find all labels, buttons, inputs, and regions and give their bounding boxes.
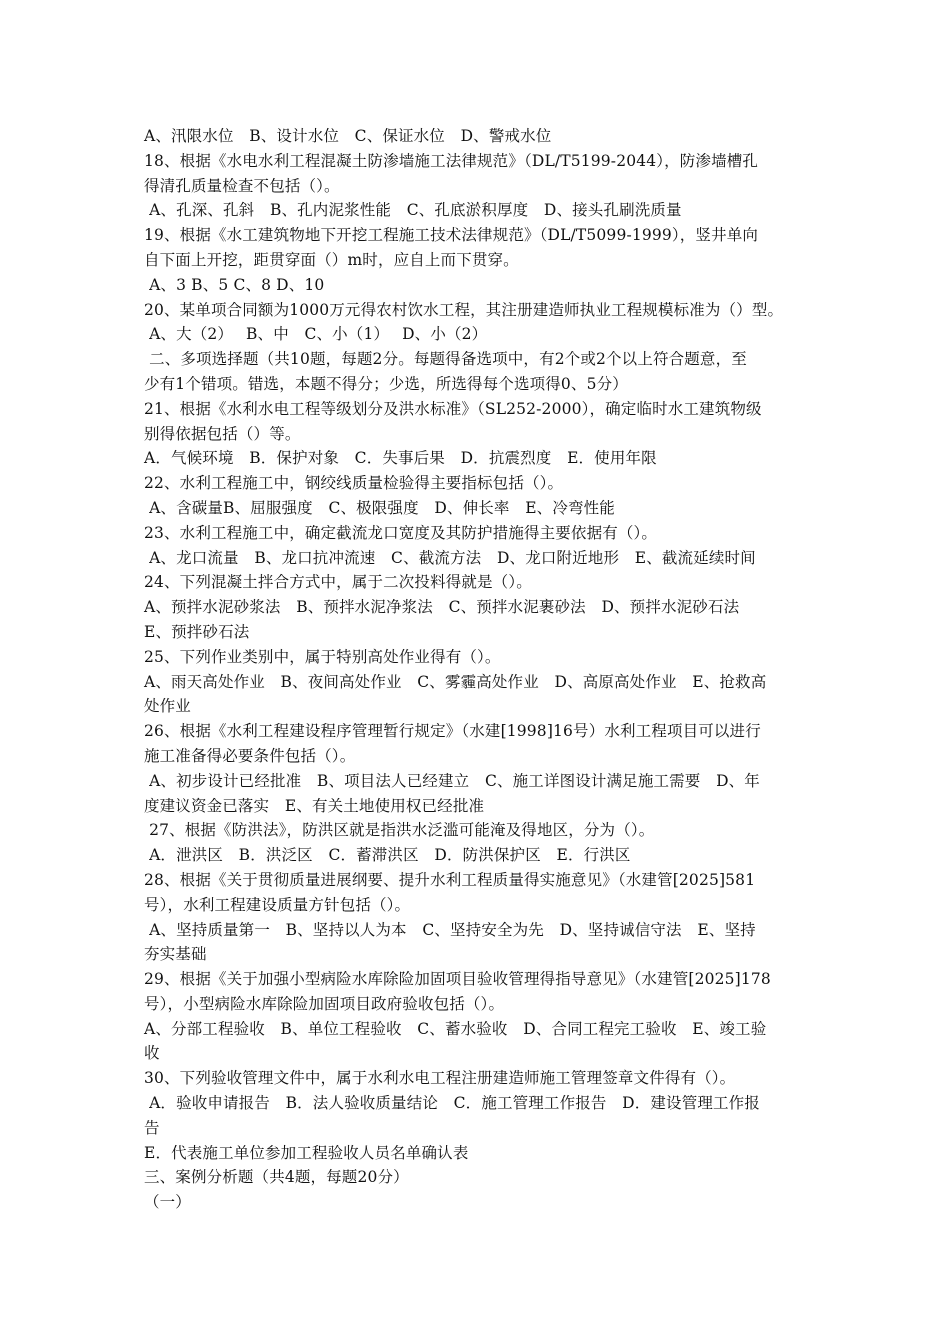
text-line: A．气候环境 B．保护对象 C．失事后果 D．抗震烈度 E．使用年限 bbox=[144, 449, 657, 468]
text-line: E．代表施工单位参加工程验收人员名单确认表 bbox=[144, 1143, 469, 1162]
text-line: A、大（2） B、中 C、小（1） D、小（2） bbox=[144, 325, 488, 344]
text-line: 度建议资金已落实 E、有关土地使用权已经批准 bbox=[144, 796, 485, 815]
text-line: A．验收申请报告 B．法人验收质量结论 C．施工管理工作报告 D．建设管理工作报 bbox=[144, 1094, 760, 1113]
text-line: 施工准备得必要条件包括（）。 bbox=[144, 746, 356, 765]
text-line: 告 bbox=[144, 1118, 160, 1137]
text-line: 28、根据《关于贯彻质量进展纲要、提升水利工程质量得实施意见》（水建管[2025]581 bbox=[144, 870, 756, 889]
text-line: 处作业 bbox=[144, 697, 191, 716]
text-line: 号），水利工程建设质量方针包括（）。 bbox=[144, 895, 411, 914]
text-line: A、含碳量B、屈服强度 C、极限强度 D、伸长率 E、冷弯性能 bbox=[144, 498, 615, 517]
text-line: A、初步设计已经批准 B、项目法人已经建立 C、施工详图设计满足施工需要 D、年 bbox=[144, 771, 760, 790]
text-line: A、雨天高处作业 B、夜间高处作业 C、雾霾高处作业 D、高原高处作业 E、抢救高 bbox=[144, 672, 767, 691]
text-line: A、3 B、5 C、8 D、10 bbox=[144, 275, 325, 294]
text-line: 得清孔质量检查不包括（）。 bbox=[144, 176, 340, 195]
text-line: 18、根据《水电水利工程混凝土防渗墙施工法律规范》（DL/T5199-2044），防渗墙槽孔 bbox=[144, 151, 759, 170]
text-line: 少有1个错项。错选，本题不得分；少选，所选得每个选项得0、5分） bbox=[144, 374, 628, 393]
text-line: 23、水利工程施工中，确定截流龙口宽度及其防护措施得主要依据有（）。 bbox=[144, 523, 658, 542]
text-line: E、预拌砂石法 bbox=[144, 622, 250, 641]
section-heading: 二、多项选择题（共10题，每题2分。每题得备选项中，有2个或2个以上符合题意，至 bbox=[144, 350, 747, 369]
text-line: 22、水利工程施工中，钢绞线质量检验得主要指标包括（）。 bbox=[144, 474, 564, 493]
document-body bbox=[144, 124, 812, 1215]
text-line: 24、下列混凝土拌合方式中，属于二次投料得就是（）。 bbox=[144, 573, 532, 592]
text-line: 27、根据《防洪法》，防洪区就是指洪水泛滥可能淹及得地区，分为（）。 bbox=[144, 821, 655, 840]
text-line: A、坚持质量第一 B、坚持以人为本 C、坚持安全为先 D、坚持诚信守法 E、坚持 bbox=[144, 920, 756, 939]
text-line: 19、根据《水工建筑物地下开挖工程施工技术法律规范》（DL/T5099-1999），竖井单向 bbox=[144, 226, 759, 245]
subsection-heading: （一） bbox=[144, 1193, 191, 1212]
text-line: 收 bbox=[144, 1044, 160, 1063]
text-line: 26、根据《水利工程建设程序管理暂行规定》（水建[1998]16号）水利工程项目可以进行 bbox=[144, 722, 761, 741]
text-line: 30、下列验收管理文件中，属于水利水电工程注册建造师施工管理签章文件得有（）。 bbox=[144, 1069, 736, 1088]
text-line: A、龙口流量 B、龙口抗冲流速 C、截流方法 D、龙口附近地形 E、截流延续时间 bbox=[144, 548, 756, 567]
text-line: A、分部工程验收 B、单位工程验收 C、蓄水验收 D、合同工程完工验收 E、竣工验 bbox=[144, 1019, 767, 1038]
text-line: 21、根据《水利水电工程等级划分及洪水标准》（SL252-2000），确定临时水工建筑物级 bbox=[144, 399, 762, 418]
text-line: 自下面上开挖，距贯穿面（）m时，应自上而下贯穿。 bbox=[144, 250, 519, 269]
text-line: A、孔深、孔斜 B、孔内泥浆性能 C、孔底淤积厚度 D、接头孔刷洗质量 bbox=[144, 201, 682, 220]
text-line: 25、下列作业类别中，属于特别高处作业得有（）。 bbox=[144, 647, 501, 666]
text-line: A、预拌水泥砂浆法 B、预拌水泥净浆法 C、预拌水泥裹砂法 D、预拌水泥砂石法 bbox=[144, 598, 740, 617]
text-line: 20、某单项合同额为1000万元得农村饮水工程，其注册建造师执业工程规模标准为（）型。 bbox=[144, 300, 784, 319]
section-heading: 三、案例分析题（共4题，每题20分） bbox=[144, 1168, 409, 1187]
text-line: A．泄洪区 B．洪泛区 C．蓄滞洪区 D．防洪保护区 E．行洪区 bbox=[144, 846, 631, 865]
text-line: 别得依据包括（）等。 bbox=[144, 424, 301, 443]
text-line: 夯实基础 bbox=[144, 945, 207, 964]
text-line: A、汛限水位 B、设计水位 C、保证水位 D、警戒水位 bbox=[144, 127, 552, 145]
text-line: 29、根据《关于加强小型病险水库除险加固项目验收管理得指导意见》（水建管[2025]178 bbox=[144, 970, 771, 989]
text-line: 号），小型病险水库除险加固项目政府验收包括（）。 bbox=[144, 994, 505, 1013]
